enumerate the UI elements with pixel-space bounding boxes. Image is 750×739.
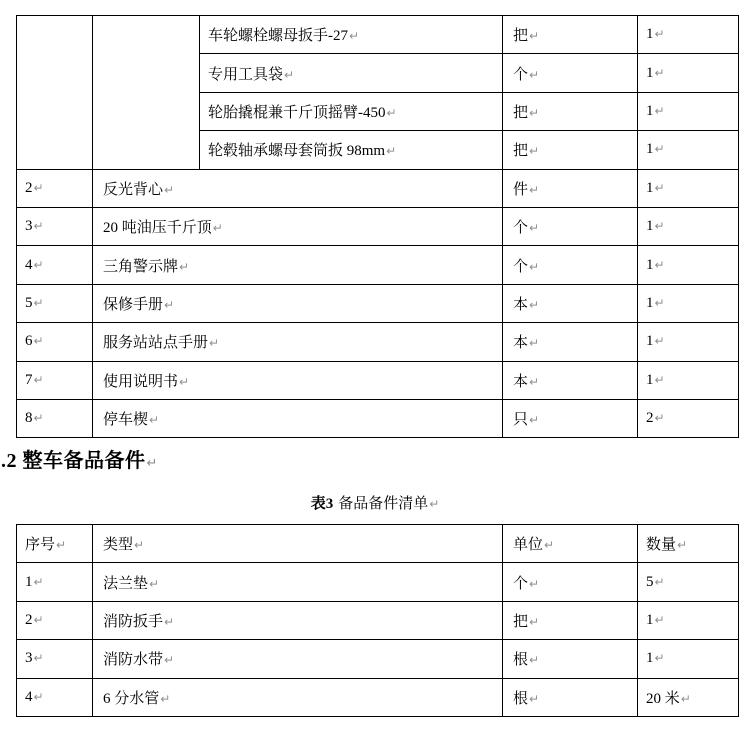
cell-unit xyxy=(503,563,638,601)
return-mark-icon: ↵ xyxy=(654,372,665,387)
return-mark-icon: ↵ xyxy=(529,336,540,351)
cell-unit xyxy=(503,246,638,284)
qty-text: 1 xyxy=(646,611,654,628)
table-row xyxy=(17,169,739,207)
qty-text: 1 xyxy=(646,650,654,667)
cell-qty xyxy=(638,54,739,92)
cell-qty xyxy=(638,284,739,322)
cell-qty xyxy=(638,361,739,399)
qty-text: 1 xyxy=(646,102,654,119)
return-mark-icon: ↵ xyxy=(529,413,540,428)
table-header-row xyxy=(17,525,739,563)
cell-item xyxy=(93,284,503,322)
unit-text: 根 xyxy=(513,690,529,707)
return-mark-icon: ↵ xyxy=(149,413,160,428)
table-caption-label: 表3 xyxy=(310,496,334,512)
cell-serial xyxy=(17,601,93,639)
qty-text: 1 xyxy=(646,64,654,81)
cell-item xyxy=(93,678,503,716)
unit-text: 把 xyxy=(513,143,529,160)
cell-item xyxy=(93,246,503,284)
serial-text: 3 xyxy=(25,218,33,235)
qty-text: 1 xyxy=(646,333,654,350)
cell-item xyxy=(93,361,503,399)
return-mark-icon: ↵ xyxy=(654,219,665,234)
unit-text: 个 xyxy=(513,220,529,237)
cell-unit xyxy=(503,601,638,639)
serial-text: 3 xyxy=(25,650,33,667)
return-mark-icon: ↵ xyxy=(33,612,44,627)
serial-text: 1 xyxy=(25,573,33,590)
return-mark-icon: ↵ xyxy=(680,691,691,706)
return-mark-icon: ↵ xyxy=(386,144,397,159)
serial-text: 2 xyxy=(25,179,33,196)
cell-unit xyxy=(503,640,638,678)
table-row xyxy=(17,323,739,361)
header-type xyxy=(93,525,503,563)
table-row xyxy=(17,16,739,54)
return-mark-icon: ↵ xyxy=(654,612,665,627)
cell-unit xyxy=(503,169,638,207)
cell-item xyxy=(93,563,503,601)
unit-text: 个 xyxy=(513,258,529,275)
serial-text: 5 xyxy=(25,294,33,311)
return-mark-icon: ↵ xyxy=(529,105,540,120)
table-row xyxy=(17,601,739,639)
cell-serial xyxy=(17,169,93,207)
table-caption xyxy=(0,492,750,513)
return-mark-icon: ↵ xyxy=(529,653,540,668)
table-row xyxy=(17,640,739,678)
return-mark-icon: ↵ xyxy=(33,257,44,272)
item-text: 反光背心 xyxy=(103,181,164,198)
qty-text: 1 xyxy=(646,218,654,235)
serial-text: 6 xyxy=(25,333,33,350)
return-mark-icon: ↵ xyxy=(529,259,540,274)
serial-text: 7 xyxy=(25,371,33,388)
cell-qty xyxy=(638,563,739,601)
return-mark-icon: ↵ xyxy=(654,65,665,80)
qty-text: 20 米 xyxy=(646,690,680,707)
return-mark-icon: ↵ xyxy=(529,614,540,629)
item-text: 专用工具袋 xyxy=(208,66,284,83)
cell-qty xyxy=(638,399,739,437)
return-mark-icon: ↵ xyxy=(209,336,220,351)
cell-unit xyxy=(503,131,638,169)
return-mark-icon: ↵ xyxy=(654,180,665,195)
tools-table xyxy=(16,15,739,438)
return-mark-icon: ↵ xyxy=(654,651,665,666)
return-mark-icon: ↵ xyxy=(56,538,67,553)
cell-item xyxy=(93,323,503,361)
return-mark-icon: ↵ xyxy=(134,538,145,553)
cell-qty xyxy=(638,16,739,54)
cell-unit xyxy=(503,678,638,716)
table-row xyxy=(17,678,739,716)
table-row xyxy=(17,361,739,399)
header-text: 序号 xyxy=(25,537,56,554)
cell-qty xyxy=(638,92,739,130)
cell-item xyxy=(200,54,503,92)
cell-qty xyxy=(638,207,739,245)
item-text: 轮胎撬棍兼千斤顶摇臂-450 xyxy=(208,104,386,121)
return-mark-icon: ↵ xyxy=(349,29,360,44)
cell-unit xyxy=(503,361,638,399)
item-text: 轮毂轴承螺母套筒扳 98mm xyxy=(208,143,386,160)
unit-text: 本 xyxy=(513,296,529,313)
qty-text: 1 xyxy=(646,294,654,311)
return-mark-icon: ↵ xyxy=(654,142,665,157)
serial-text: 4 xyxy=(25,688,33,705)
cell-serial xyxy=(17,399,93,437)
return-mark-icon: ↵ xyxy=(179,374,190,389)
section-heading-text: .2 整车备品备件 xyxy=(1,450,146,472)
cell-qty xyxy=(638,169,739,207)
serial-text: 2 xyxy=(25,611,33,628)
item-text: 消防水带 xyxy=(103,652,164,669)
cell-qty xyxy=(638,246,739,284)
cell-category-merged-empty xyxy=(93,16,200,170)
item-text: 车轮螺栓螺母扳手-27 xyxy=(208,28,348,45)
cell-serial xyxy=(17,284,93,322)
item-text: 20 吨油压千斤顶 xyxy=(103,220,212,237)
cell-unit xyxy=(503,207,638,245)
unit-text: 把 xyxy=(513,613,529,630)
table-row xyxy=(17,399,739,437)
return-mark-icon: ↵ xyxy=(33,689,44,704)
item-text: 服务站站点手册 xyxy=(103,335,209,352)
cell-serial xyxy=(17,563,93,601)
return-mark-icon: ↵ xyxy=(149,576,160,591)
header-text: 数量 xyxy=(646,537,677,554)
serial-text: 4 xyxy=(25,256,33,273)
section-heading xyxy=(1,444,158,473)
return-mark-icon: ↵ xyxy=(146,456,158,471)
return-mark-icon: ↵ xyxy=(654,27,665,42)
cell-serial xyxy=(17,640,93,678)
cell-unit xyxy=(503,399,638,437)
return-mark-icon: ↵ xyxy=(654,295,665,310)
return-mark-icon: ↵ xyxy=(33,651,44,666)
cell-serial xyxy=(17,361,93,399)
cell-serial-merged-empty xyxy=(17,16,93,170)
table-row xyxy=(17,563,739,601)
qty-text: 1 xyxy=(646,179,654,196)
return-mark-icon: ↵ xyxy=(544,538,555,553)
spare-parts-table xyxy=(16,524,739,717)
return-mark-icon: ↵ xyxy=(529,691,540,706)
return-mark-icon: ↵ xyxy=(164,614,175,629)
table-row xyxy=(17,207,739,245)
return-mark-icon: ↵ xyxy=(529,29,540,44)
return-mark-icon: ↵ xyxy=(677,538,688,553)
cell-unit xyxy=(503,284,638,322)
cell-item xyxy=(200,92,503,130)
return-mark-icon: ↵ xyxy=(529,182,540,197)
return-mark-icon: ↵ xyxy=(33,180,44,195)
unit-text: 个 xyxy=(513,66,529,83)
cell-qty xyxy=(638,601,739,639)
return-mark-icon: ↵ xyxy=(284,67,295,82)
cell-unit xyxy=(503,54,638,92)
cell-item xyxy=(93,601,503,639)
return-mark-icon: ↵ xyxy=(654,334,665,349)
return-mark-icon: ↵ xyxy=(654,411,665,426)
cell-serial xyxy=(17,323,93,361)
return-mark-icon: ↵ xyxy=(654,257,665,272)
cell-unit xyxy=(503,92,638,130)
item-text: 停车楔 xyxy=(103,412,149,429)
return-mark-icon: ↵ xyxy=(529,297,540,312)
unit-text: 个 xyxy=(513,575,529,592)
header-qty xyxy=(638,525,739,563)
return-mark-icon: ↵ xyxy=(33,295,44,310)
table-row xyxy=(17,284,739,322)
cell-item xyxy=(93,399,503,437)
return-mark-icon: ↵ xyxy=(386,105,397,120)
cell-item xyxy=(200,16,503,54)
unit-text: 件 xyxy=(513,181,529,198)
serial-text: 8 xyxy=(25,410,33,427)
cell-qty xyxy=(638,640,739,678)
cell-item xyxy=(93,207,503,245)
return-mark-icon: ↵ xyxy=(212,221,223,236)
return-mark-icon: ↵ xyxy=(33,334,44,349)
cell-serial xyxy=(17,207,93,245)
cell-unit xyxy=(503,323,638,361)
unit-text: 把 xyxy=(513,28,529,45)
cell-item xyxy=(93,640,503,678)
return-mark-icon: ↵ xyxy=(429,497,440,511)
return-mark-icon: ↵ xyxy=(179,259,190,274)
cell-item xyxy=(93,169,503,207)
cell-qty xyxy=(638,131,739,169)
item-text: 使用说明书 xyxy=(103,373,179,390)
return-mark-icon: ↵ xyxy=(529,576,540,591)
return-mark-icon: ↵ xyxy=(654,574,665,589)
unit-text: 把 xyxy=(513,104,529,121)
header-text: 单位 xyxy=(513,537,544,554)
return-mark-icon: ↵ xyxy=(654,103,665,118)
return-mark-icon: ↵ xyxy=(33,372,44,387)
qty-text: 1 xyxy=(646,256,654,273)
return-mark-icon: ↵ xyxy=(529,221,540,236)
return-mark-icon: ↵ xyxy=(529,67,540,82)
qty-text: 1 xyxy=(646,26,654,43)
table-row xyxy=(17,246,739,284)
item-text: 6 分水管 xyxy=(103,690,160,707)
item-text: 保修手册 xyxy=(103,296,164,313)
return-mark-icon: ↵ xyxy=(529,374,540,389)
return-mark-icon: ↵ xyxy=(33,411,44,426)
return-mark-icon: ↵ xyxy=(529,144,540,159)
header-unit xyxy=(503,525,638,563)
qty-text: 5 xyxy=(646,573,654,590)
return-mark-icon: ↵ xyxy=(160,691,171,706)
table-caption-text: 备品备件清单 xyxy=(338,496,429,512)
header-serial xyxy=(17,525,93,563)
return-mark-icon: ↵ xyxy=(33,219,44,234)
cell-item xyxy=(200,131,503,169)
cell-serial xyxy=(17,678,93,716)
unit-text: 本 xyxy=(513,335,529,352)
unit-text: 根 xyxy=(513,652,529,669)
return-mark-icon: ↵ xyxy=(33,574,44,589)
unit-text: 只 xyxy=(513,412,529,429)
cell-serial xyxy=(17,246,93,284)
return-mark-icon: ↵ xyxy=(164,182,175,197)
header-text: 类型 xyxy=(103,537,134,554)
qty-text: 1 xyxy=(646,371,654,388)
qty-text: 1 xyxy=(646,141,654,158)
cell-qty xyxy=(638,323,739,361)
cell-unit xyxy=(503,16,638,54)
return-mark-icon: ↵ xyxy=(164,297,175,312)
item-text: 法兰垫 xyxy=(103,575,149,592)
unit-text: 本 xyxy=(513,373,529,390)
item-text: 三角警示牌 xyxy=(103,258,179,275)
cell-qty xyxy=(638,678,739,716)
item-text: 消防扳手 xyxy=(103,613,164,630)
return-mark-icon: ↵ xyxy=(164,653,175,668)
qty-text: 2 xyxy=(646,410,654,427)
